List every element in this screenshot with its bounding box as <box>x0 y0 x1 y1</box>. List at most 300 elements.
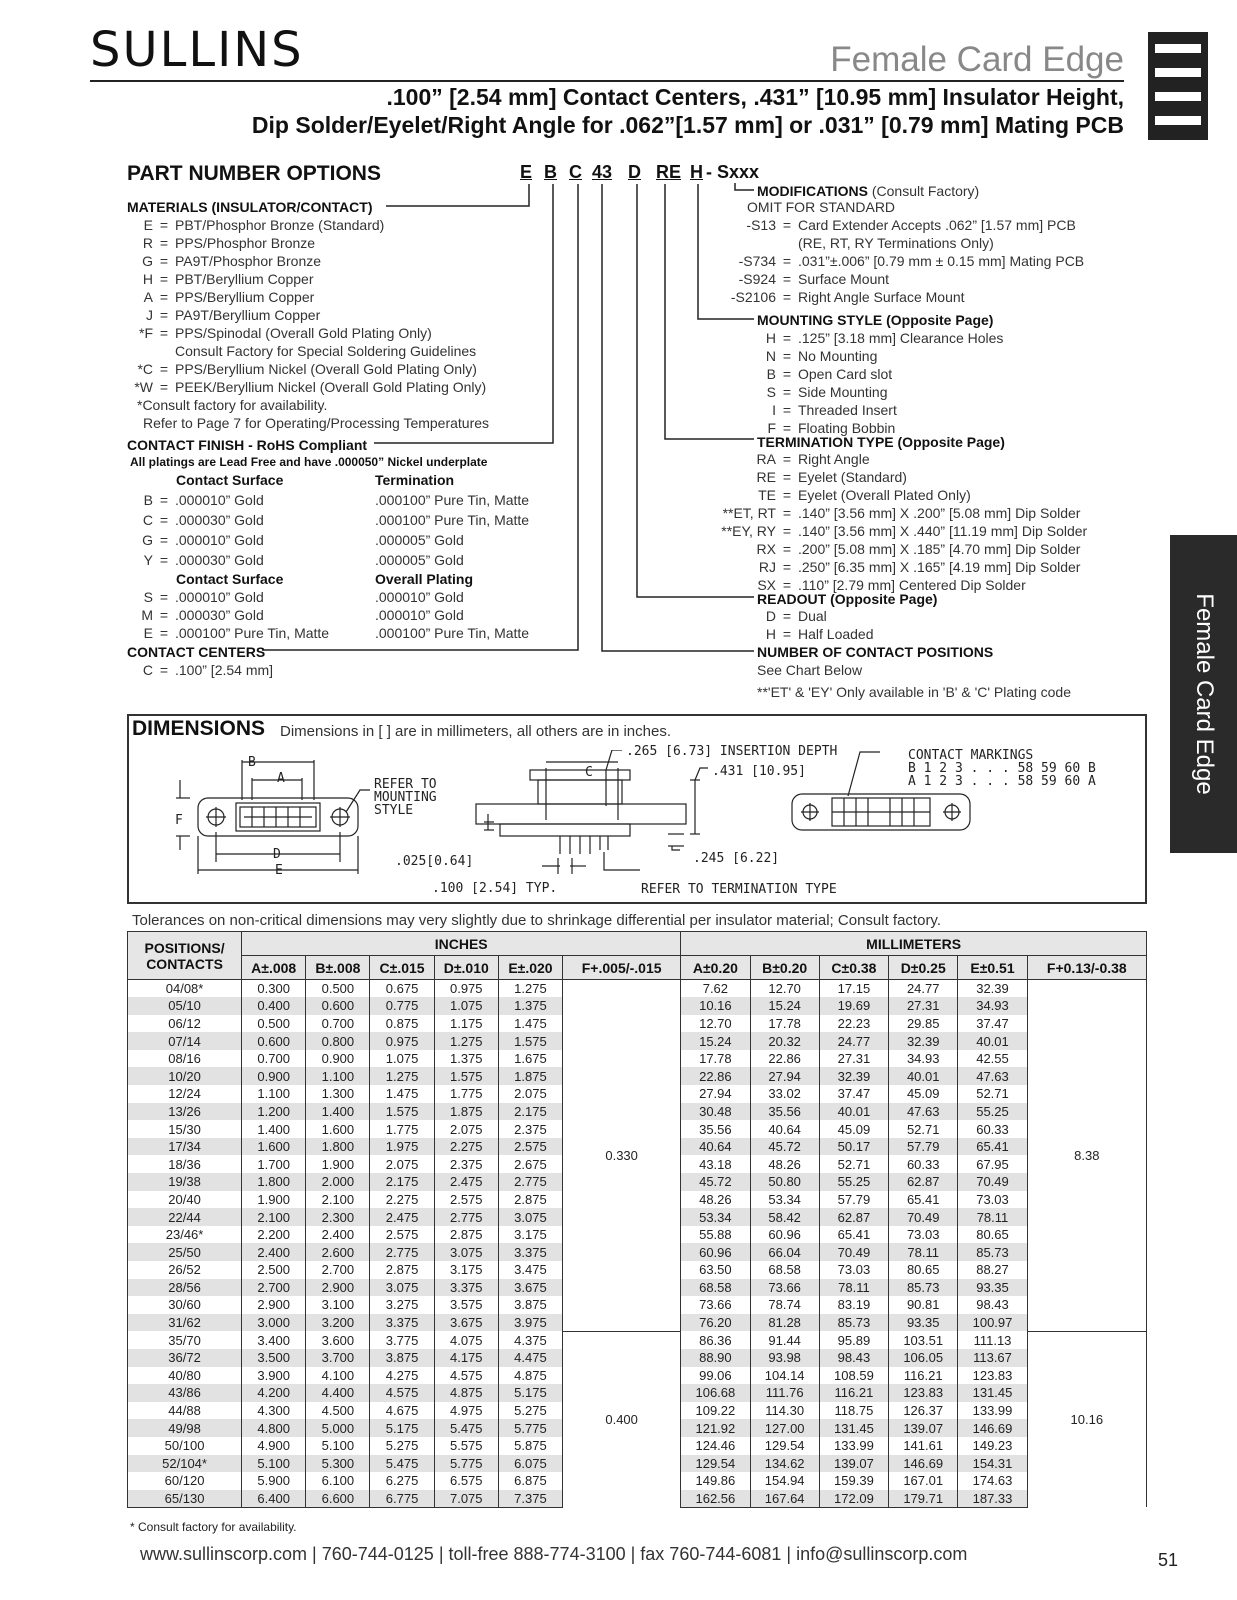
readout-title: READOUT (Opposite Page) <box>757 591 938 607</box>
table-cell: 44/88 <box>128 1402 242 1420</box>
table-cell: 20/40 <box>128 1191 242 1209</box>
table-cell: 40/80 <box>128 1367 242 1385</box>
table-cell: 3.975 <box>498 1314 562 1332</box>
table-cell: 15/30 <box>128 1120 242 1138</box>
table-cell: 58.42 <box>750 1208 819 1226</box>
table-cell: 0.600 <box>242 1032 306 1050</box>
table-cell: 4.100 <box>306 1367 370 1385</box>
table-cell: 37.47 <box>819 1085 888 1103</box>
table-cell: 78.11 <box>889 1243 958 1261</box>
table-cell: 111.76 <box>750 1384 819 1402</box>
finish-rows-1 <box>127 491 529 571</box>
dim-pitch: .100 [2.54] TYP. <box>432 881 558 896</box>
table-cell: 3.275 <box>370 1296 434 1314</box>
table-cell: 6.875 <box>498 1472 562 1490</box>
table-cell: 0.300 <box>242 980 306 998</box>
list-item: RJ = .250” [6.35 mm] X .165” [4.19 mm] Dip Solder <box>758 559 1081 575</box>
page-number: 51 <box>1158 1550 1179 1570</box>
table-cell: 5.000 <box>306 1419 370 1437</box>
table-cell: 4.500 <box>306 1402 370 1420</box>
table-cell: 118.75 <box>819 1402 888 1420</box>
dimensions-subtitle: Dimensions in [ ] are in millimeters, all others are in inches. <box>280 723 671 740</box>
table-cell: 100.97 <box>958 1314 1027 1332</box>
table-cell: 78.74 <box>750 1296 819 1314</box>
contact-markings-b: B 1 2 3 . . . 58 59 60 B <box>908 761 1096 776</box>
finish-col-overall: Overall Plating <box>375 571 474 587</box>
table-cell: 06/12 <box>128 1015 242 1033</box>
table-cell: 3.000 <box>242 1314 306 1332</box>
table-cell: 123.83 <box>958 1367 1027 1385</box>
col-b-mm: B±0.20 <box>750 956 819 980</box>
table-cell: 40.01 <box>819 1103 888 1121</box>
table-cell: 2.275 <box>434 1138 498 1156</box>
table-cell: 0.700 <box>242 1050 306 1068</box>
col-c-mm: C±0.38 <box>819 956 888 980</box>
table-cell: 4.875 <box>498 1367 562 1385</box>
table-cell: 121.92 <box>681 1419 750 1437</box>
table-cell: 95.89 <box>819 1331 888 1349</box>
table-cell: 2.000 <box>306 1173 370 1191</box>
table-cell: 57.79 <box>889 1138 958 1156</box>
table-cell-f-inches: 0.330 <box>563 980 681 1332</box>
list-item: E = PBT/Phosphor Bronze (Standard) <box>143 217 385 233</box>
table-cell: 4.175 <box>434 1349 498 1367</box>
table-cell: 1.075 <box>370 1050 434 1068</box>
table-cell: 1.875 <box>434 1103 498 1121</box>
positions-note: **'ET' & 'EY' Only available in 'B' & 'C' Plating code <box>757 684 1071 700</box>
code-readout: D <box>628 162 641 182</box>
table-cell: 141.61 <box>889 1437 958 1455</box>
materials-list <box>127 216 489 432</box>
table-cell: 1.600 <box>242 1138 306 1156</box>
table-cell: 3.875 <box>498 1296 562 1314</box>
table-cell: 2.600 <box>306 1243 370 1261</box>
col-d-in: D±.010 <box>434 956 498 980</box>
table-cell: 2.775 <box>434 1208 498 1226</box>
finish-col-surface: Contact Surface <box>176 472 284 488</box>
table-cell: 6.075 <box>498 1455 562 1473</box>
table-cell: 116.21 <box>819 1384 888 1402</box>
table-cell: 86.36 <box>681 1331 750 1349</box>
table-cell: 55.88 <box>681 1226 750 1244</box>
table-cell: 62.87 <box>819 1208 888 1226</box>
table-cell: 4.300 <box>242 1402 306 1420</box>
list-item: H = Half Loaded <box>765 626 874 642</box>
table-cell: 1.700 <box>242 1155 306 1173</box>
table-cell: 4.375 <box>498 1331 562 1349</box>
code-modifications: - Sxxx <box>706 162 760 182</box>
table-cell: 32.39 <box>958 980 1027 998</box>
table-cell: 23/46* <box>128 1226 242 1244</box>
table-cell: 73.03 <box>819 1261 888 1279</box>
table-cell-f-mm: 10.16 <box>1027 1331 1146 1507</box>
table-cell: 2.075 <box>434 1120 498 1138</box>
list-item: B = .000010” Gold .000100” Pure Tin, Matte <box>143 492 530 508</box>
table-cell: 15.24 <box>750 997 819 1015</box>
table-cell: 60.96 <box>681 1243 750 1261</box>
table-cell: 1.475 <box>370 1085 434 1103</box>
table-cell: 52/104* <box>128 1455 242 1473</box>
table-cell: 70.49 <box>819 1243 888 1261</box>
table-cell: 90.81 <box>889 1296 958 1314</box>
table-cell: 167.64 <box>750 1490 819 1508</box>
table-cell: 123.83 <box>889 1384 958 1402</box>
page-subtitle: .100” [2.54 mm] Contact Centers, .431” [10.95 mm] Insulator Height, Dip Solder/Eyelet/Right Angle for .062”[1.57 mm] or .031” [0.79 mm] Mating PCB <box>251 84 1124 138</box>
table-cell: 2.075 <box>370 1155 434 1173</box>
table-cell: 40.01 <box>889 1067 958 1085</box>
table-cell: 5.175 <box>370 1419 434 1437</box>
table-cell: 45.09 <box>819 1120 888 1138</box>
table-cell: 1.575 <box>370 1103 434 1121</box>
col-a-mm: A±0.20 <box>681 956 750 980</box>
table-cell: 73.66 <box>750 1279 819 1297</box>
table-cell: 3.100 <box>306 1296 370 1314</box>
table-cell: 15.24 <box>681 1032 750 1050</box>
table-cell: 0.400 <box>242 997 306 1015</box>
table-cell: 3.475 <box>498 1261 562 1279</box>
table-cell: 1.275 <box>498 980 562 998</box>
table-cell: 17/34 <box>128 1138 242 1156</box>
table-cell: 50/100 <box>128 1437 242 1455</box>
table-cell: 111.13 <box>958 1331 1027 1349</box>
table-cell: 93.35 <box>958 1279 1027 1297</box>
table-cell: 70.49 <box>958 1173 1027 1191</box>
table-cell: 33.02 <box>750 1085 819 1103</box>
list-item: E = .000100” Pure Tin, Matte .000100” Pure Tin, Matte <box>143 625 530 641</box>
table-cell: 1.075 <box>434 997 498 1015</box>
table-cell: 1.800 <box>306 1138 370 1156</box>
table-cell: 4.475 <box>498 1349 562 1367</box>
table-cell: 6.100 <box>306 1472 370 1490</box>
table-cell: 19/38 <box>128 1173 242 1191</box>
table-cell: 2.775 <box>498 1173 562 1191</box>
table-cell: 66.04 <box>750 1243 819 1261</box>
table-cell: 146.69 <box>958 1419 1027 1437</box>
table-cell: 45.72 <box>750 1138 819 1156</box>
table-cell: 22.86 <box>681 1067 750 1085</box>
list-item: R = PPS/Phosphor Bronze <box>142 235 316 251</box>
code-termination: RE <box>656 162 682 182</box>
table-cell: 0.875 <box>370 1015 434 1033</box>
table-cell: 103.51 <box>889 1331 958 1349</box>
table-cell: 20.32 <box>750 1032 819 1050</box>
list-item: Consult Factory for Special Soldering Guidelines <box>175 343 477 359</box>
table-cell: 106.68 <box>681 1384 750 1402</box>
table-cell: 3.600 <box>306 1331 370 1349</box>
table-cell: 4.400 <box>306 1384 370 1402</box>
table-cell: 1.375 <box>434 1050 498 1068</box>
table-cell: 50.80 <box>750 1173 819 1191</box>
readout-list <box>746 607 874 643</box>
table-cell: 172.09 <box>819 1490 888 1508</box>
list-item: M = .000030” Gold .000010” Gold <box>141 607 464 623</box>
table-cell: 73.03 <box>958 1191 1027 1209</box>
table-cell: 6.275 <box>370 1472 434 1490</box>
table-cell: 7.375 <box>498 1490 562 1508</box>
table-cell: 5.575 <box>434 1437 498 1455</box>
list-item: RX = .200” [5.08 mm] X .185” [4.70 mm] Dip Solder <box>756 541 1081 557</box>
table-cell-f-mm: 8.38 <box>1027 980 1146 1332</box>
table-cell: 26/52 <box>128 1261 242 1279</box>
table-cell: 36/72 <box>128 1349 242 1367</box>
table-cell: 22/44 <box>128 1208 242 1226</box>
table-cell: 3.075 <box>370 1279 434 1297</box>
table-cell: 3.575 <box>434 1296 498 1314</box>
table-cell: 25/50 <box>128 1243 242 1261</box>
list-item: -S13 = Card Extender Accepts .062” [1.57 mm] PCB <box>746 217 1076 233</box>
list-item: -S734 = .031”±.006” [0.79 mm ± 0.15 mm] Mating PCB <box>738 253 1085 269</box>
table-cell: 2.475 <box>434 1173 498 1191</box>
table-cell: 0.800 <box>306 1032 370 1050</box>
table-cell: 47.63 <box>889 1103 958 1121</box>
table-cell: 0.700 <box>306 1015 370 1033</box>
table-cell: 04/08* <box>128 980 242 998</box>
list-item: G = PA9T/Phosphor Bronze <box>142 253 322 269</box>
table-cell: 2.400 <box>242 1243 306 1261</box>
contact-markings-title: CONTACT MARKINGS <box>908 748 1034 763</box>
table-cell: 32.39 <box>889 1032 958 1050</box>
table-cell: 6.600 <box>306 1490 370 1508</box>
table-cell: 1.875 <box>498 1067 562 1085</box>
materials-temp-note: Refer to Page 7 for Operating/Processing Temperatures <box>143 415 490 431</box>
table-cell: 57.79 <box>819 1191 888 1209</box>
table-cell: 2.100 <box>306 1191 370 1209</box>
list-item: C = .000030” Gold .000100” Pure Tin, Matte <box>142 512 530 528</box>
table-cell: 113.67 <box>958 1349 1027 1367</box>
table-cell: 80.65 <box>889 1261 958 1279</box>
table-cell: 0.675 <box>370 980 434 998</box>
table-cell: 17.15 <box>819 980 888 998</box>
table-cell: 3.400 <box>242 1331 306 1349</box>
table-cell: 1.975 <box>370 1138 434 1156</box>
table-cell: 70.49 <box>889 1208 958 1226</box>
table-row <box>128 1331 1147 1349</box>
list-item: -S2106 = Right Angle Surface Mount <box>730 289 965 305</box>
table-cell: 108.59 <box>819 1367 888 1385</box>
table-cell: 1.400 <box>242 1120 306 1138</box>
table-cell: 2.100 <box>242 1208 306 1226</box>
table-cell: 17.78 <box>750 1015 819 1033</box>
code-materials: E <box>520 162 533 182</box>
dim-refer-term: REFER TO TERMINATION TYPE <box>641 882 837 897</box>
table-cell: 133.99 <box>819 1437 888 1455</box>
table-cell: 187.33 <box>958 1490 1027 1508</box>
list-item: (RE, RT, RY Terminations Only) <box>798 235 994 251</box>
table-cell: 83.19 <box>819 1296 888 1314</box>
table-cell: 7.62 <box>681 980 750 998</box>
table-cell: 80.65 <box>958 1226 1027 1244</box>
table-cell: 1.100 <box>242 1085 306 1103</box>
table-cell: 28/56 <box>128 1279 242 1297</box>
mounting-title: MOUNTING STYLE (Opposite Page) <box>757 312 994 328</box>
table-cell: 4.575 <box>370 1384 434 1402</box>
table-cell: 5.300 <box>306 1455 370 1473</box>
dim-refer-mount: REFER TO MOUNTING STYLE <box>374 777 437 818</box>
table-cell: 35/70 <box>128 1331 242 1349</box>
table-cell: 104.14 <box>750 1367 819 1385</box>
table-cell: 49/98 <box>128 1419 242 1437</box>
table-cell: 1.575 <box>434 1067 498 1085</box>
table-cell: 27.31 <box>819 1050 888 1068</box>
table-cell: 2.200 <box>242 1226 306 1244</box>
table-cell: 5.875 <box>498 1437 562 1455</box>
table-cell: 27.94 <box>681 1085 750 1103</box>
list-item: **EY, RY = .140” [3.56 mm] X .440” [11.19 mm] Dip Solder <box>721 523 1088 539</box>
table-cell: 30.48 <box>681 1103 750 1121</box>
table-cell: 52.71 <box>958 1085 1027 1103</box>
table-cell: 62.87 <box>889 1173 958 1191</box>
table-cell: 3.375 <box>370 1314 434 1332</box>
table-cell: 3.775 <box>370 1331 434 1349</box>
table-cell: 146.69 <box>889 1455 958 1473</box>
termination-list <box>700 450 1087 594</box>
table-cell: 45.72 <box>681 1173 750 1191</box>
table-cell: 35.56 <box>750 1103 819 1121</box>
table-cell: 2.375 <box>498 1120 562 1138</box>
table-cell: 2.475 <box>370 1208 434 1226</box>
table-cell: 1.375 <box>498 997 562 1015</box>
table-cell: 73.03 <box>889 1226 958 1244</box>
table-cell: 1.600 <box>306 1120 370 1138</box>
code-positions: 43 <box>592 162 613 182</box>
table-cell: 129.54 <box>681 1455 750 1473</box>
header-positions: POSITIONS/ CONTACTS <box>128 932 242 980</box>
table-cell: 4.875 <box>434 1384 498 1402</box>
dimensions-title: DIMENSIONS <box>132 717 266 740</box>
list-item: A = PPS/Beryllium Copper <box>143 289 315 305</box>
dim-label-d: D <box>273 847 281 862</box>
table-cell: 85.73 <box>819 1314 888 1332</box>
list-item: D = Dual <box>765 608 827 624</box>
contact-markings-a: A 1 2 3 . . . 58 59 60 A <box>908 774 1096 789</box>
col-e-mm: E±0.51 <box>958 956 1027 980</box>
list-item: S = .000010” Gold .000010” Gold <box>143 589 464 605</box>
table-cell: 3.700 <box>306 1349 370 1367</box>
table-cell: 5.275 <box>498 1402 562 1420</box>
table-cell: 42.55 <box>958 1050 1027 1068</box>
table-cell: 13/26 <box>128 1103 242 1121</box>
table-cell: 1.475 <box>498 1015 562 1033</box>
table-cell: 5.100 <box>306 1437 370 1455</box>
table-cell: 4.575 <box>434 1367 498 1385</box>
table-cell: 12/24 <box>128 1085 242 1103</box>
table-cell: 2.875 <box>370 1261 434 1279</box>
table-cell: 3.200 <box>306 1314 370 1332</box>
table-cell: 131.45 <box>958 1384 1027 1402</box>
table-cell: 91.44 <box>750 1331 819 1349</box>
dimensions-table <box>127 931 1147 1508</box>
list-item: -S924 = Surface Mount <box>738 271 890 287</box>
centers-title: CONTACT CENTERS <box>127 644 266 660</box>
table-cell: 3.075 <box>498 1208 562 1226</box>
table-cell: 2.175 <box>370 1173 434 1191</box>
table-cell: 10.16 <box>681 997 750 1015</box>
dim-label-e: E <box>275 863 283 878</box>
table-cell: 2.575 <box>498 1138 562 1156</box>
mounting-list <box>746 329 1003 437</box>
table-cell: 2.300 <box>306 1208 370 1226</box>
table-cell: 6.400 <box>242 1490 306 1508</box>
table-cell: 126.37 <box>889 1402 958 1420</box>
table-cell: 81.28 <box>750 1314 819 1332</box>
table-cell: 5.275 <box>370 1437 434 1455</box>
table-cell: 3.675 <box>498 1279 562 1297</box>
table-cell: 65.41 <box>819 1226 888 1244</box>
table-cell: 5.775 <box>498 1419 562 1437</box>
table-cell: 3.900 <box>242 1367 306 1385</box>
table-cell: 133.99 <box>958 1402 1027 1420</box>
table-cell: 2.700 <box>306 1261 370 1279</box>
table-cell: 109.22 <box>681 1402 750 1420</box>
table-cell: 4.075 <box>434 1331 498 1349</box>
dim-insertion: .265 [6.73] INSERTION DEPTH <box>626 744 838 759</box>
table-cell: 35.56 <box>681 1120 750 1138</box>
table-cell: 3.875 <box>370 1349 434 1367</box>
modifications-omit: OMIT FOR STANDARD <box>747 199 896 215</box>
list-item: G = .000010” Gold .000005” Gold <box>142 532 464 548</box>
table-cell: 139.07 <box>819 1455 888 1473</box>
table-cell: 0.500 <box>242 1015 306 1033</box>
dim-label-a: A <box>277 771 285 786</box>
dim-label-b: B <box>248 755 256 770</box>
table-cell: 5.900 <box>242 1472 306 1490</box>
table-cell: 22.23 <box>819 1015 888 1033</box>
positions-title: NUMBER OF CONTACT POSITIONS <box>757 644 994 660</box>
list-item: Y = .000030” Gold .000005” Gold <box>143 552 464 568</box>
table-cell: 93.98 <box>750 1349 819 1367</box>
table-cell: 48.26 <box>750 1155 819 1173</box>
table-cell: 76.20 <box>681 1314 750 1332</box>
table-cell: 131.45 <box>819 1419 888 1437</box>
table-cell: 05/10 <box>128 997 242 1015</box>
table-cell: 159.39 <box>819 1472 888 1490</box>
table-cell: 5.475 <box>370 1455 434 1473</box>
list-item: **ET, RT = .140” [3.56 mm] X .200” [5.08 mm] Dip Solder <box>722 505 1081 521</box>
table-cell: 98.43 <box>819 1349 888 1367</box>
table-cell: 2.900 <box>306 1279 370 1297</box>
header-rule <box>90 80 1124 82</box>
header-millimeters: MILLIMETERS <box>681 932 1147 956</box>
list-item: H = .125” [3.18 mm] Clearance Holes <box>765 330 1004 346</box>
table-cell: 1.400 <box>306 1103 370 1121</box>
col-f-in: F+.005/-.015 <box>563 956 681 980</box>
modifications-section: MODIFICATIONS (Consult Factory) <box>757 183 980 199</box>
table-cell: 17.78 <box>681 1050 750 1068</box>
category-title: Female Card Edge <box>830 40 1124 79</box>
termination-title: TERMINATION TYPE (Opposite Page) <box>757 434 1005 450</box>
dim-tail: .245 [6.22] <box>693 851 780 866</box>
dim-label-f: F <box>175 813 183 828</box>
materials-title: MATERIALS (INSULATOR/CONTACT) <box>127 199 373 215</box>
table-cell: 0.975 <box>434 980 498 998</box>
centers-value: C = .100” [2.54 mm] <box>142 662 274 678</box>
table-cell: 2.675 <box>498 1155 562 1173</box>
table-cell: 52.71 <box>819 1155 888 1173</box>
table-cell: 5.100 <box>242 1455 306 1473</box>
table-cell: 174.63 <box>958 1472 1027 1490</box>
table-cell: 4.275 <box>370 1367 434 1385</box>
table-cell: 12.70 <box>750 980 819 998</box>
col-e-in: E±.020 <box>498 956 562 980</box>
table-cell: 40.64 <box>750 1120 819 1138</box>
table-cell: 5.475 <box>434 1419 498 1437</box>
table-cell: 6.575 <box>434 1472 498 1490</box>
table-cell: 167.01 <box>889 1472 958 1490</box>
table-cell: 2.075 <box>498 1085 562 1103</box>
table-cell: 24.77 <box>819 1032 888 1050</box>
table-cell: 1.300 <box>306 1085 370 1103</box>
table-cell: 55.25 <box>958 1103 1027 1121</box>
